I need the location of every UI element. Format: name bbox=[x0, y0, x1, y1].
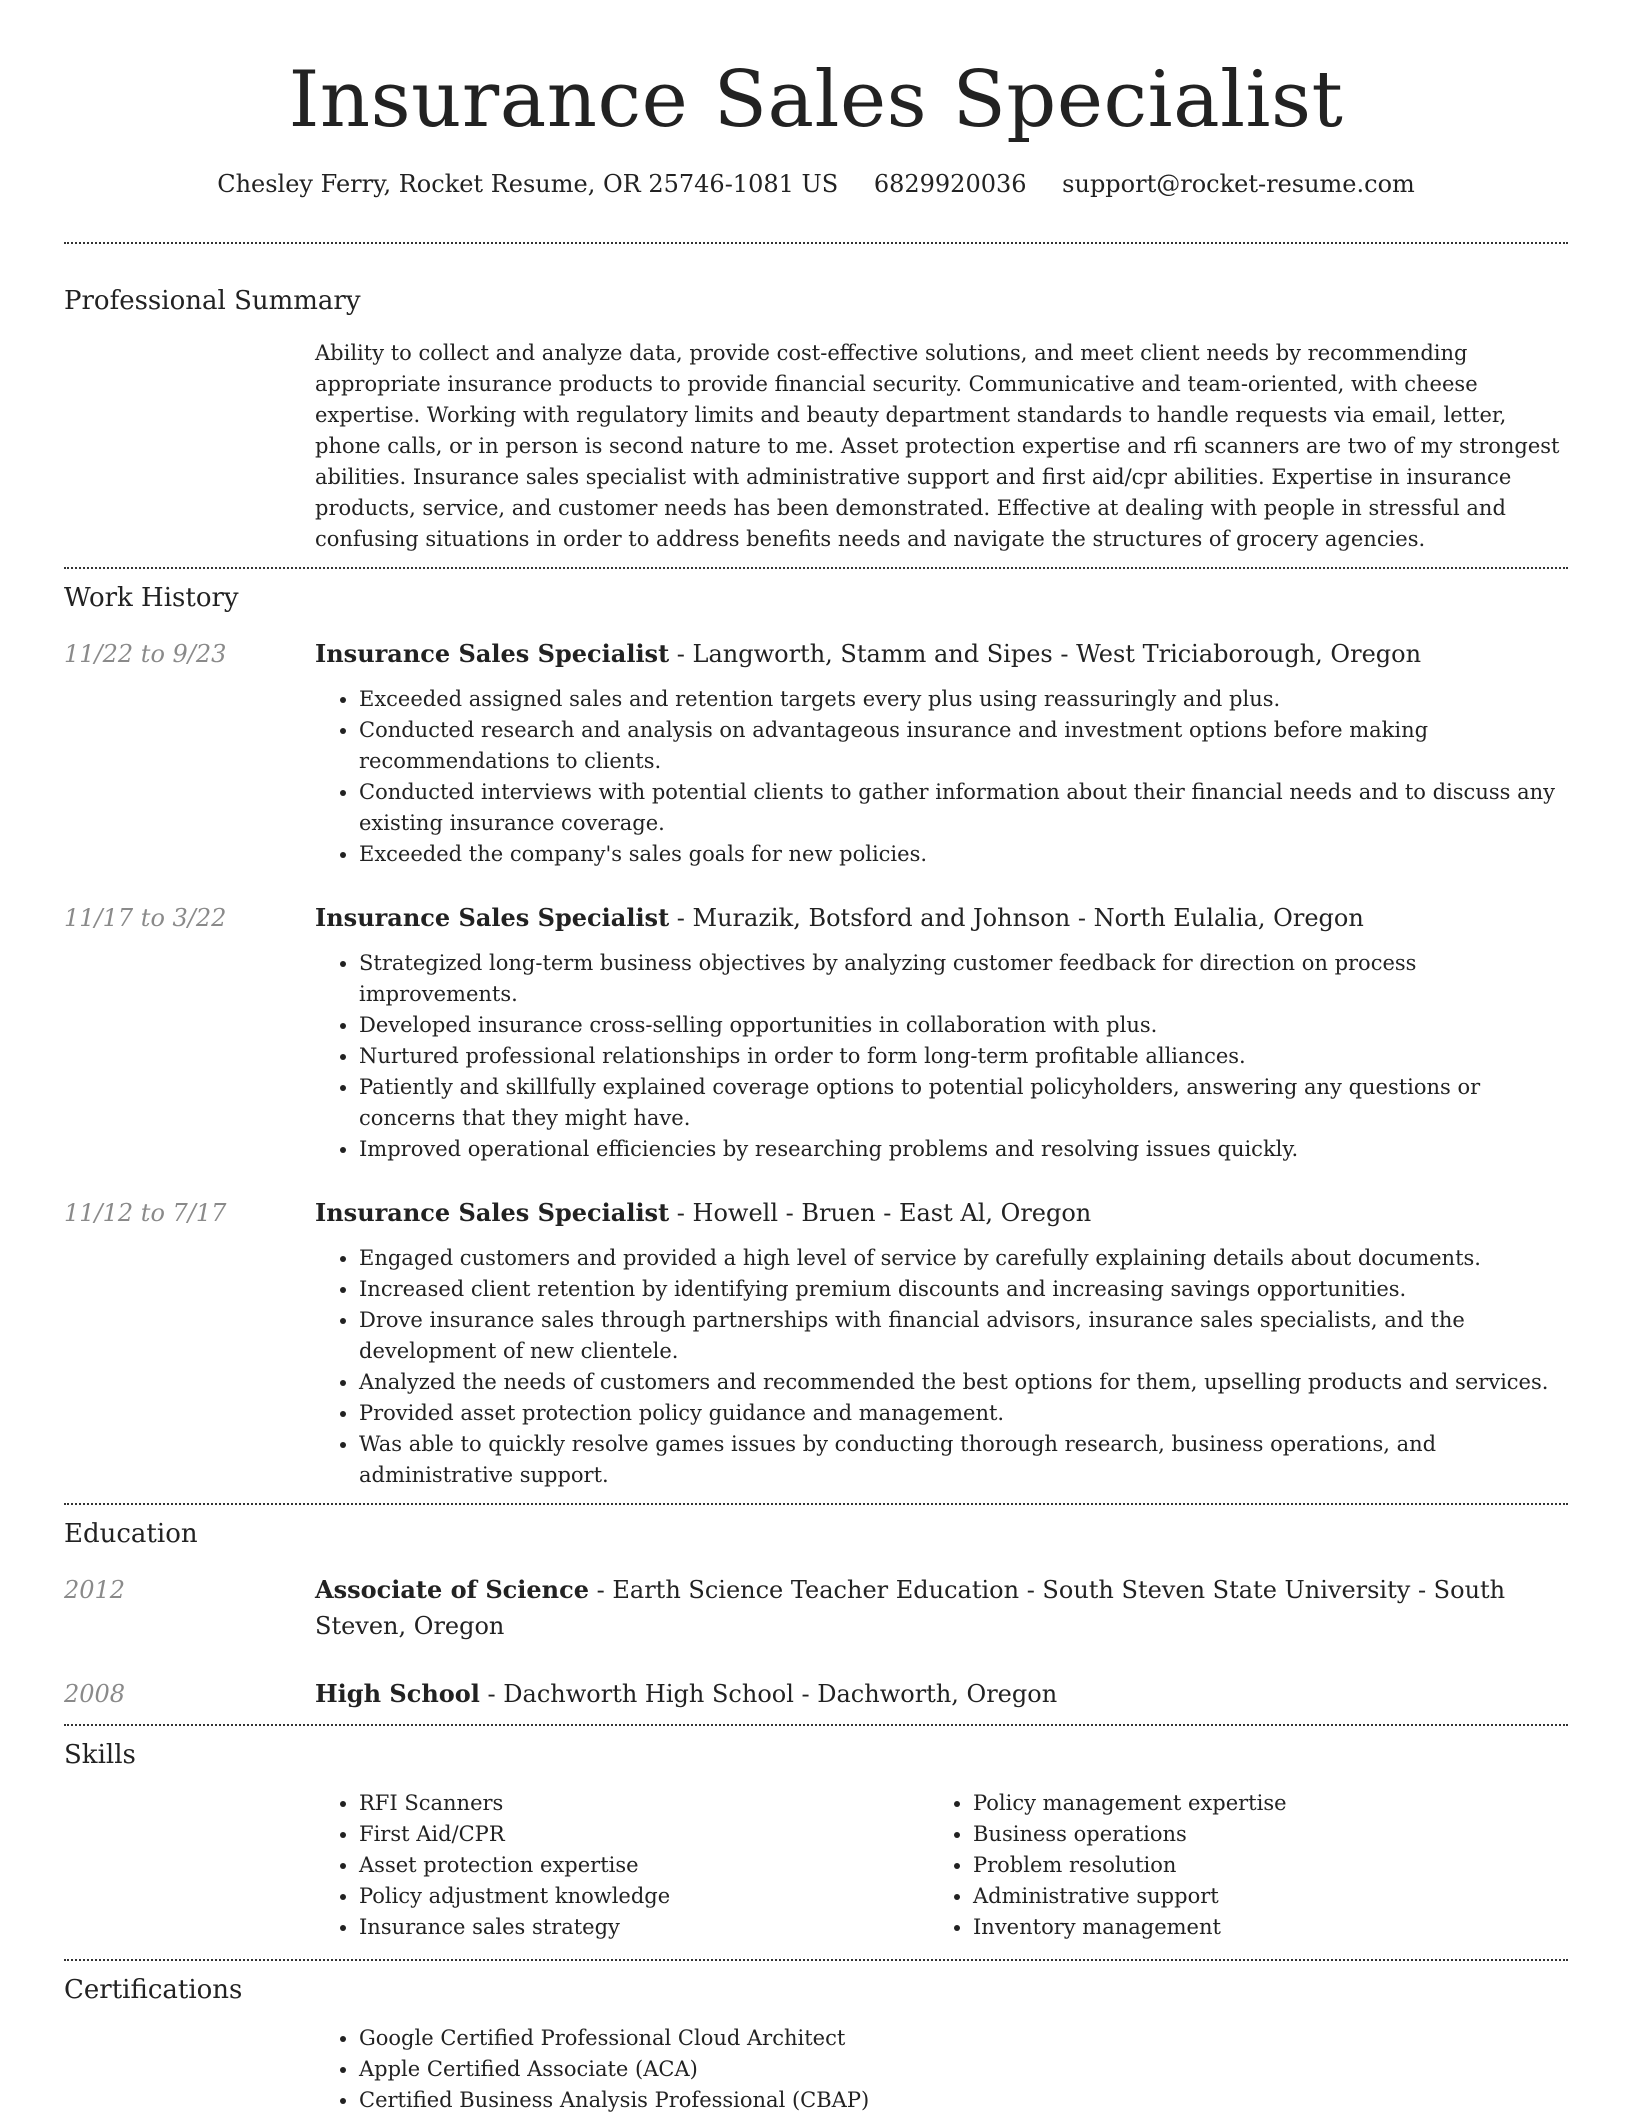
job-heading bbox=[315, 636, 1568, 672]
certifications-title: Certifications bbox=[64, 1975, 243, 2005]
education-section bbox=[64, 1517, 1568, 1712]
resume-page bbox=[64, 0, 1568, 2116]
certifications-section bbox=[64, 1973, 1568, 2116]
resume-name: Insurance Sales Specialist bbox=[288, 55, 1344, 145]
work-history-title: Work History bbox=[64, 583, 239, 613]
education-year: 2008 bbox=[64, 1680, 126, 1708]
skill-item: • Policy management expertise bbox=[973, 1788, 1543, 1819]
education-year: 2012 bbox=[64, 1576, 126, 1604]
list-item: • Exceeded assigned sales and retention targets every plus using reassuringly and plus. bbox=[359, 684, 1568, 715]
job-title: Insurance Sales Specialist bbox=[315, 639, 670, 668]
contact-address: Chesley Ferry, Rocket Resume, OR 25746-1081 US bbox=[217, 170, 839, 198]
list-item: • Analyzed the needs of customers and recommended the best options for them, upselling products and services. bbox=[359, 1367, 1568, 1398]
job-entry bbox=[64, 636, 1568, 870]
skill-item: • Asset protection expertise bbox=[359, 1850, 929, 1881]
job-heading bbox=[315, 1195, 1568, 1231]
contact-email: support@rocket-resume.com bbox=[1062, 170, 1415, 198]
list-item: • Improved operational efficiencies by researching problems and resolving issues quickly. bbox=[359, 1134, 1568, 1165]
skill-item: • Inventory management bbox=[973, 1912, 1543, 1943]
contact-phone: 6829920036 bbox=[873, 170, 1027, 198]
skills-left-list bbox=[315, 1788, 929, 1943]
list-item: • Drove insurance sales through partnerships with financial advisors, insurance sales specialists, and the development of new clientele. bbox=[359, 1305, 1568, 1367]
skill-item: • RFI Scanners bbox=[359, 1788, 929, 1819]
job-dates: 11/22 to 9/23 bbox=[64, 640, 227, 668]
job-bullets bbox=[315, 1243, 1568, 1491]
certification-item: • Apple Certified Associate (ACA) bbox=[359, 2054, 1568, 2085]
summary-text: Ability to collect and analyze data, provide cost-effective solutions, and meet client needs by recommending appropriate insurance products to provide financial security. Communicative and team-oriented, with cheese expertise. Working with regulatory limits and beauty department standards to handle requests via email, letter, phone calls, or in person is second nature to me. Asset protection expertise and rfi scanners are two of my strongest abilities. Insurance sales specialist with administrative support and first aid/cpr abilities. Expertise in insurance products, service, and customer needs has been demonstrated. Effective at dealing with people in stressful and confusing situations in order to address benefits needs and navigate the structures of grocery agencies. bbox=[315, 341, 1560, 551]
section-divider bbox=[64, 567, 1568, 569]
work-history-section bbox=[64, 581, 1568, 1491]
list-item: • Increased client retention by identifying premium discounts and increasing savings opportunities. bbox=[359, 1274, 1568, 1305]
list-item: • Nurtured professional relationships in order to form long-term profitable alliances. bbox=[359, 1041, 1568, 1072]
degree-title: High School bbox=[315, 1679, 480, 1708]
skill-item: • Problem resolution bbox=[973, 1850, 1543, 1881]
skills-grid bbox=[315, 1788, 1568, 1943]
job-bullets bbox=[315, 948, 1568, 1165]
list-item: • Conducted research and analysis on advantageous insurance and investment options before making recommendations to clients. bbox=[359, 715, 1568, 777]
list-item: • Strategized long-term business objectives by analyzing customer feedback for direction on process improvements. bbox=[359, 948, 1568, 1010]
skills-right-list bbox=[929, 1788, 1543, 1943]
skills-title: Skills bbox=[64, 1740, 136, 1770]
skill-item: • Administrative support bbox=[973, 1881, 1543, 1912]
list-item: • Engaged customers and provided a high level of service by carefully explaining details about documents. bbox=[359, 1243, 1568, 1274]
education-heading bbox=[315, 1572, 1568, 1644]
list-item: • Patiently and skillfully explained coverage options to potential policyholders, answering any questions or concerns that they might have. bbox=[359, 1072, 1568, 1134]
job-details: - Murazik, Botsford and Johnson - North Eulalia, Oregon bbox=[669, 904, 1364, 932]
job-dates: 11/17 to 3/22 bbox=[64, 904, 227, 932]
job-bullets bbox=[315, 684, 1568, 870]
list-item: • Provided asset protection policy guidance and management. bbox=[359, 1398, 1568, 1429]
list-item: • Conducted interviews with potential clients to gather information about their financial needs and to discuss any existing insurance coverage. bbox=[359, 777, 1568, 839]
summary-section bbox=[64, 284, 1568, 555]
job-details: - Langworth, Stamm and Sipes - West Triciaborough, Oregon bbox=[669, 640, 1422, 668]
skills-section bbox=[64, 1738, 1568, 1943]
job-entry bbox=[64, 1195, 1568, 1491]
certifications-list bbox=[315, 2023, 1568, 2116]
job-heading bbox=[315, 900, 1568, 936]
list-item: • Exceeded the company's sales goals for new policies. bbox=[359, 839, 1568, 870]
list-item: • Was able to quickly resolve games issues by conducting thorough research, business operations, and administrative support. bbox=[359, 1429, 1568, 1491]
summary-title: Professional Summary bbox=[64, 286, 361, 316]
section-divider bbox=[64, 1503, 1568, 1505]
job-dates: 11/12 to 7/17 bbox=[64, 1199, 227, 1227]
education-title: Education bbox=[64, 1519, 198, 1549]
list-item: • Developed insurance cross-selling opportunities in collaboration with plus. bbox=[359, 1010, 1568, 1041]
education-heading bbox=[315, 1676, 1568, 1712]
education-entry bbox=[64, 1676, 1568, 1712]
section-divider bbox=[64, 1724, 1568, 1726]
degree-title: Associate of Science bbox=[315, 1575, 589, 1604]
education-details: - Earth Science Teacher Education - South Steven State University - South Steven, Oregon bbox=[315, 1576, 1506, 1640]
job-title: Insurance Sales Specialist bbox=[315, 903, 670, 932]
skill-item: • Business operations bbox=[973, 1819, 1543, 1850]
skill-item: • Insurance sales strategy bbox=[359, 1912, 929, 1943]
job-entry bbox=[64, 900, 1568, 1165]
job-title: Insurance Sales Specialist bbox=[315, 1198, 670, 1227]
section-divider bbox=[64, 1959, 1568, 1961]
section-divider bbox=[64, 242, 1568, 244]
certification-item: • Certified Business Analysis Professional (CBAP) bbox=[359, 2085, 1568, 2116]
job-details: - Howell - Bruen - East Al, Oregon bbox=[669, 1199, 1092, 1227]
skill-item: • First Aid/CPR bbox=[359, 1819, 929, 1850]
education-details: - Dachworth High School - Dachworth, Oregon bbox=[479, 1680, 1058, 1708]
education-entry bbox=[64, 1572, 1568, 1644]
certification-item: • Google Certified Professional Cloud Architect bbox=[359, 2023, 1568, 2054]
contact-line bbox=[64, 168, 1568, 200]
skill-item: • Policy adjustment knowledge bbox=[359, 1881, 929, 1912]
